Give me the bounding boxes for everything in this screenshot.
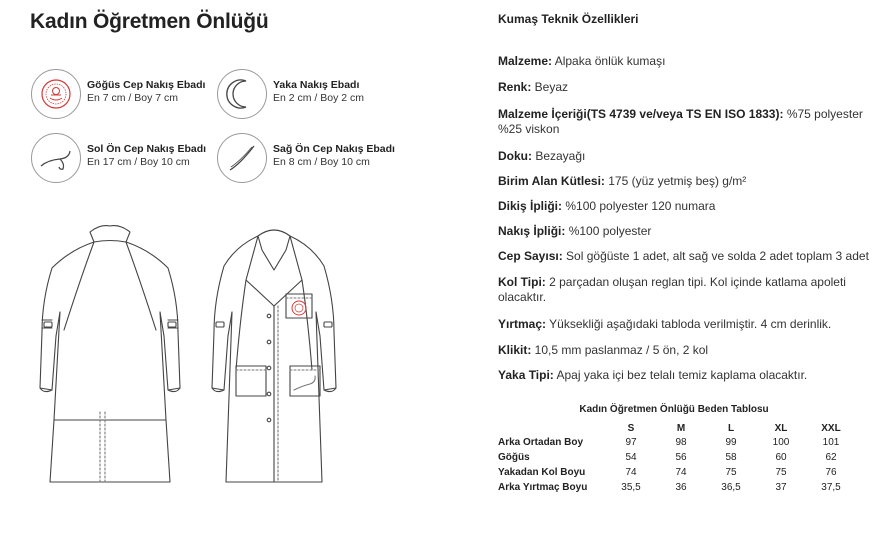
table-cell: 36 (675, 482, 687, 493)
spec-snap: Klikit: 10,5 mm paslanmaz / 5 ön, 2 kol (498, 343, 709, 357)
table-cell: 74 (675, 467, 687, 478)
table-cell: 37,5 (821, 482, 841, 493)
spec-collar-type: Yaka Tipi: Apaj yaka içi bez telalı temiz kaplama olacaktır. (498, 368, 808, 382)
table-cell: 75 (775, 467, 787, 478)
table-row (498, 450, 856, 465)
size-table-title: Kadın Öğretmen Önlüğü Beden Tablosu (579, 404, 769, 415)
row-label: Yakadan Kol Boyu (498, 467, 586, 478)
embroidery-size: En 2 cm / Boy 2 cm (273, 92, 365, 104)
coat-technical-drawing (30, 220, 380, 510)
table-cell: 98 (675, 437, 687, 448)
table-cell: 101 (822, 437, 840, 448)
table-cell: 62 (825, 452, 837, 463)
spec-sleeve-type: Kol Tipi: 2 parçadan oluşan reglan tipi. Kol içinde katlama apoleti olacaktır. (498, 275, 846, 304)
spec-pocket-count: Cep Sayısı: Sol göğüste 1 adet, alt sağ ve solda 2 adet toplam 3 adet (498, 249, 869, 263)
size-header-empty (498, 421, 606, 435)
embroidery-collar (217, 69, 364, 119)
embroidery-size: En 7 cm / Boy 7 cm (87, 92, 179, 104)
page-title: Kadın Öğretmen Önlüğü (30, 10, 269, 33)
embroidery-name: Sağ Ön Cep Nakış Ebadı (273, 143, 395, 155)
table-cell: 75 (725, 467, 737, 478)
spec-weight: Birim Alan Kütlesi: 175 (yüz yetmiş beş) g/m² (498, 174, 747, 188)
diagonal-stitch-icon (217, 133, 267, 183)
spec-weave: Doku: Bezayağı (498, 149, 586, 163)
size-header: XXL (821, 422, 841, 434)
size-header: S (627, 422, 635, 434)
size-table (498, 421, 856, 495)
emblem-icon (31, 69, 81, 119)
table-cell: 74 (625, 467, 637, 478)
specs-title: Kumaş Teknik Özellikleri (498, 12, 639, 26)
embroidery-size: En 8 cm / Boy 10 cm (273, 156, 370, 168)
coat-front-view (212, 230, 336, 482)
spec-color: Renk: Beyaz (498, 80, 569, 94)
table-cell: 100 (772, 437, 790, 448)
size-header: XL (774, 422, 788, 434)
spec-material: Malzeme: Alpaka önlük kumaşı (498, 54, 666, 68)
curve-stitch-icon (31, 133, 81, 183)
crescent-icon (217, 69, 267, 119)
table-cell: 76 (825, 467, 837, 478)
table-cell: 60 (775, 452, 787, 463)
size-header-row (498, 421, 856, 435)
size-header: L (727, 422, 735, 434)
embroidery-chest-pocket (31, 69, 205, 119)
row-label: Arka Ortadan Boy (498, 437, 584, 448)
table-row (498, 465, 856, 480)
embroidery-name: Göğüs Cep Nakış Ebadı (87, 79, 206, 91)
table-cell: 97 (625, 437, 637, 448)
embroidery-size: En 17 cm / Boy 10 cm (87, 156, 190, 168)
table-cell: 37 (775, 482, 787, 493)
spec-content: Malzeme İçeriği(TS 4739 ve/veya TS EN ISO 1833): %75 polyester %25 viskon (498, 107, 863, 136)
row-label: Arka Yırtmaç Boyu (498, 482, 588, 493)
spec-embroidery-thread: Nakış İpliği: %100 polyester (498, 224, 652, 238)
table-cell: 35,5 (621, 482, 641, 493)
table-cell: 36,5 (721, 482, 741, 493)
spec-vent: Yırtmaç: Yüksekliği aşağıdaki tabloda verilmiştir. 4 cm derinlik. (498, 317, 832, 331)
table-cell: 58 (725, 452, 737, 463)
embroidery-name: Yaka Nakış Ebadı (273, 79, 360, 91)
embroidery-left-pocket (31, 133, 206, 183)
size-header: M (676, 422, 686, 434)
table-cell: 99 (725, 437, 737, 448)
row-label: Göğüs (498, 452, 530, 463)
table-row (498, 435, 856, 450)
embroidery-name: Sol Ön Cep Nakış Ebadı (87, 143, 207, 155)
coat-back-view (40, 226, 180, 482)
table-cell: 56 (675, 452, 687, 463)
table-row (498, 480, 856, 495)
spec-sewing-thread: Dikiş İpliği: %100 polyester 120 numara (498, 199, 716, 213)
embroidery-right-pocket (217, 133, 395, 183)
table-cell: 54 (625, 452, 637, 463)
